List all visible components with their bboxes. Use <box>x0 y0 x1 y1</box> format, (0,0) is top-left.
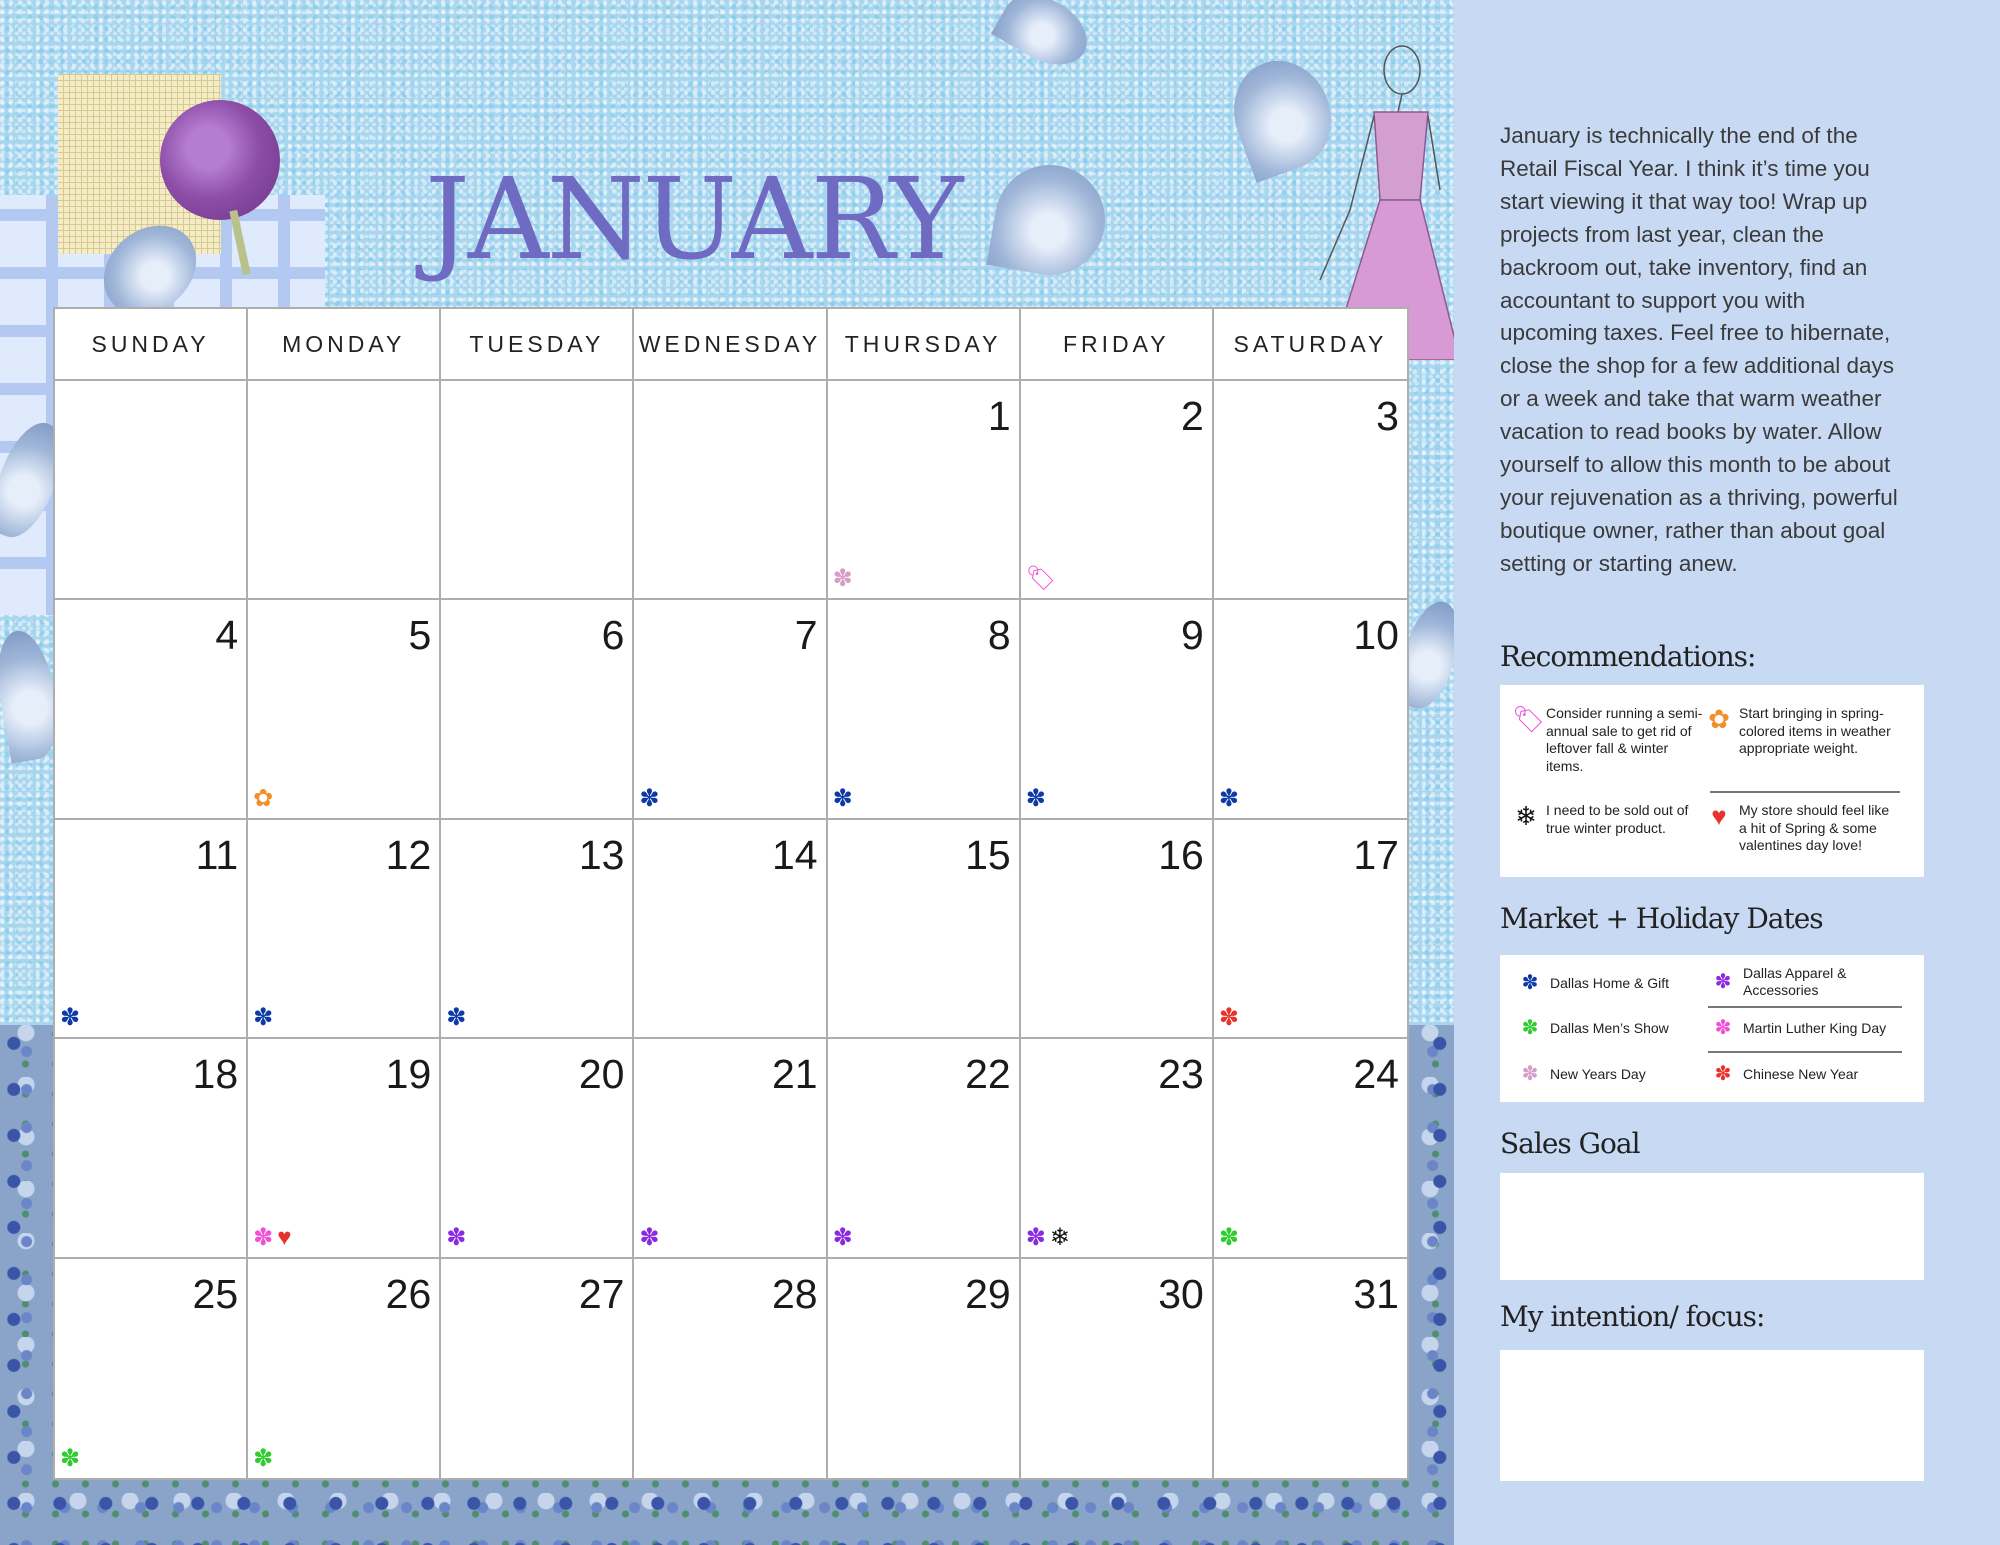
event-marker-icon: 🏷 <box>1025 565 1057 593</box>
event-marker-icon: ♥ <box>277 1223 292 1251</box>
event-markers <box>1026 785 1046 813</box>
legend-label: Dallas Apparel & Accessories <box>1743 965 1847 998</box>
sales-goal-field[interactable] <box>1500 1173 1924 1280</box>
recommendation-item <box>1705 705 1900 758</box>
event-markers <box>60 1445 80 1473</box>
event-markers <box>253 1004 273 1032</box>
day-cell[interactable] <box>441 381 634 600</box>
event-marker-icon: ✽ <box>1218 1004 1239 1032</box>
legend-item <box>1520 1017 1725 1039</box>
day-number: 2 <box>1181 393 1204 439</box>
recommendations-title: Recommendations: <box>1500 640 1756 673</box>
day-cell[interactable] <box>441 820 634 1039</box>
asterisk-flower-icon: ✽ <box>1714 1063 1732 1085</box>
heart-icon: ♥ <box>1711 801 1727 831</box>
day-cell[interactable] <box>55 1039 248 1258</box>
day-number: 4 <box>215 612 239 659</box>
day-cell[interactable] <box>1214 600 1407 819</box>
intention-field[interactable] <box>1500 1350 1924 1481</box>
event-marker-icon: ✽ <box>832 1223 853 1251</box>
divider <box>1710 791 1900 793</box>
day-cell[interactable] <box>441 1039 634 1258</box>
day-cell[interactable] <box>634 600 827 819</box>
event-marker-icon: ✿ <box>253 784 274 812</box>
weekday-header: THURSDAY <box>828 309 1021 381</box>
event-marker-icon: ✽ <box>832 565 853 593</box>
day-number: 16 <box>1158 831 1204 878</box>
day-cell[interactable] <box>55 381 248 600</box>
day-number: 12 <box>385 831 432 878</box>
day-cell[interactable] <box>1021 820 1214 1039</box>
event-marker-icon: ✽ <box>832 784 853 812</box>
day-number: 1 <box>987 393 1011 439</box>
day-cell[interactable] <box>55 600 248 819</box>
day-cell[interactable] <box>248 820 441 1039</box>
day-cell[interactable] <box>248 381 441 600</box>
day-number: 17 <box>1353 831 1399 878</box>
market-title: Market + Holiday Dates <box>1500 902 1823 935</box>
day-cell[interactable] <box>634 1259 827 1478</box>
event-markers <box>1026 1224 1070 1252</box>
event-marker-icon: ✽ <box>253 1444 274 1472</box>
day-number: 8 <box>987 612 1011 659</box>
day-cell[interactable] <box>828 1259 1021 1478</box>
day-number: 24 <box>1353 1051 1399 1098</box>
day-cell[interactable] <box>248 600 441 819</box>
legend-label: Dallas Men’s Show <box>1550 1019 1669 1036</box>
day-cell[interactable] <box>1214 381 1407 600</box>
day-number: 5 <box>408 612 432 659</box>
day-number: 10 <box>1353 612 1399 659</box>
blue-flower-decoration <box>991 0 1099 78</box>
day-number: 29 <box>965 1270 1011 1317</box>
event-marker-icon: ❄ <box>1049 1223 1070 1251</box>
event-marker-icon: ✽ <box>253 1004 274 1032</box>
event-marker-icon: ✽ <box>1025 784 1046 812</box>
day-cell[interactable] <box>1021 1039 1214 1258</box>
recommendations-box <box>1500 685 1924 877</box>
day-cell[interactable] <box>1214 1039 1407 1258</box>
event-markers <box>253 1445 273 1473</box>
legend-item <box>1713 1017 1918 1039</box>
day-cell[interactable] <box>634 1039 827 1258</box>
day-cell[interactable] <box>55 1259 248 1478</box>
day-cell[interactable] <box>1021 600 1214 819</box>
event-marker-icon: ✽ <box>1025 1223 1046 1251</box>
weekday-header: TUESDAY <box>441 309 634 381</box>
intention-title: My intention/ focus: <box>1500 1300 1765 1333</box>
event-markers <box>253 785 273 813</box>
day-number: 9 <box>1181 612 1204 659</box>
event-markers <box>833 785 853 813</box>
flower-icon: ✿ <box>1708 704 1730 734</box>
event-marker-icon: ✽ <box>1218 1223 1239 1251</box>
day-number: 21 <box>771 1051 818 1098</box>
day-number: 18 <box>192 1051 239 1098</box>
day-number: 23 <box>1158 1051 1204 1098</box>
asterisk-flower-icon: ✽ <box>1521 1017 1539 1039</box>
day-number: 28 <box>771 1270 818 1317</box>
event-markers <box>446 1224 466 1252</box>
recommendation-item <box>1705 802 1900 855</box>
event-marker-icon: ✽ <box>639 1223 660 1251</box>
day-number: 7 <box>794 612 818 659</box>
day-cell[interactable] <box>1214 1259 1407 1478</box>
legend-item <box>1520 1063 1725 1085</box>
weekday-header: SATURDAY <box>1214 309 1407 381</box>
day-number: 25 <box>192 1270 239 1317</box>
legend-label: Chinese New Year <box>1743 1065 1859 1082</box>
legend-item <box>1713 1063 1918 1085</box>
event-marker-icon: ✽ <box>253 1223 274 1251</box>
asterisk-flower-icon: ✽ <box>1521 972 1539 994</box>
legend-item <box>1713 965 1918 999</box>
sales-goal-title: Sales Goal <box>1500 1127 1640 1160</box>
weekday-header: WEDNESDAY <box>634 309 827 381</box>
event-markers <box>639 1224 659 1252</box>
day-cell[interactable] <box>1021 381 1214 600</box>
day-cell[interactable] <box>55 820 248 1039</box>
recommendation-item <box>1512 705 1707 775</box>
event-markers <box>639 785 659 813</box>
event-markers <box>446 1004 466 1032</box>
legend-item <box>1520 972 1725 994</box>
day-cell[interactable] <box>1021 1259 1214 1478</box>
intro-paragraph: January is technically the end of the Retail Fiscal Year. I think it’s time you start viewing it that way too! Wrap up projects from last year, clean the backroom out, take inventory, find an accountant to support you with upcoming taxes. Feel free to hibernate, close the shop for a few additional days or a week and take that warm weather vacation to read books by water. Allow yourself to allow this month to be about your rejuvenation as a thriving, powerful boutique owner, rather than about goal setting or starting anew. <box>1500 123 1898 576</box>
recommendation-text: Start bringing in spring-colored items in weather appropriate weight. <box>1739 705 1891 756</box>
legend-label: Dallas Home & Gift <box>1550 974 1670 991</box>
blue-flower-decoration <box>986 156 1113 283</box>
event-markers <box>1219 1224 1239 1252</box>
day-cell[interactable] <box>828 1039 1021 1258</box>
market-holiday-box <box>1500 955 1924 1102</box>
asterisk-flower-icon: ✽ <box>1714 1017 1732 1039</box>
event-markers <box>1219 1004 1239 1032</box>
day-number: 3 <box>1376 393 1399 439</box>
event-markers <box>1219 785 1239 813</box>
event-markers <box>833 1224 853 1252</box>
day-cell[interactable] <box>441 1259 634 1478</box>
event-marker-icon: ✽ <box>446 1223 467 1251</box>
asterisk-flower-icon: ✽ <box>1521 1063 1539 1085</box>
day-cell[interactable] <box>828 600 1021 819</box>
divider <box>1708 1051 1902 1053</box>
event-marker-icon: ✽ <box>60 1444 81 1472</box>
event-markers <box>1026 565 1056 593</box>
weekday-header: SUNDAY <box>55 309 248 381</box>
tag-icon: 🏷 <box>1512 704 1546 734</box>
day-number: 20 <box>578 1051 625 1098</box>
event-markers <box>60 1004 80 1032</box>
event-markers <box>253 1224 291 1252</box>
day-number: 31 <box>1353 1270 1399 1317</box>
day-number: 13 <box>578 831 625 878</box>
day-cell[interactable] <box>828 381 1021 600</box>
recommendation-text: I need to be sold out of true winter product. <box>1546 802 1689 836</box>
day-cell[interactable] <box>248 1039 441 1258</box>
recommendation-item <box>1512 802 1707 837</box>
day-cell[interactable] <box>828 820 1021 1039</box>
day-cell[interactable] <box>441 600 634 819</box>
day-cell[interactable] <box>634 381 827 600</box>
day-number: 22 <box>965 1051 1011 1098</box>
day-number: 14 <box>771 831 818 878</box>
allium-flower-decoration <box>160 100 280 220</box>
day-number: 26 <box>385 1270 432 1317</box>
event-marker-icon: ✽ <box>639 784 660 812</box>
event-markers <box>833 565 853 593</box>
legend-label: Martin Luther King Day <box>1743 1019 1887 1036</box>
divider <box>1708 1006 1902 1008</box>
weekday-header: FRIDAY <box>1021 309 1214 381</box>
month-title: JANUARY <box>425 155 962 285</box>
day-number: 19 <box>385 1051 432 1098</box>
day-number: 30 <box>1158 1270 1204 1317</box>
asterisk-flower-icon: ✽ <box>1714 971 1732 993</box>
day-cell[interactable] <box>634 820 827 1039</box>
recommendation-text: Consider running a semi-annual sale to get rid of leftover fall & winter items. <box>1546 705 1703 774</box>
event-marker-icon: ✽ <box>1218 784 1239 812</box>
recommendation-text: My store should feel like a hit of Spring & some valentines day love! <box>1739 802 1890 853</box>
day-number: 11 <box>195 831 239 878</box>
snowflake-icon: ❄ <box>1515 801 1537 831</box>
calendar-grid <box>53 307 1409 1480</box>
day-cell[interactable] <box>248 1259 441 1478</box>
day-number: 6 <box>601 612 625 659</box>
event-marker-icon: ✽ <box>446 1004 467 1032</box>
day-number: 27 <box>578 1270 625 1317</box>
day-cell[interactable] <box>1214 820 1407 1039</box>
day-number: 15 <box>965 831 1011 878</box>
event-marker-icon: ✽ <box>60 1004 81 1032</box>
legend-label: New Years Day <box>1550 1065 1646 1082</box>
weekday-header: MONDAY <box>248 309 441 381</box>
